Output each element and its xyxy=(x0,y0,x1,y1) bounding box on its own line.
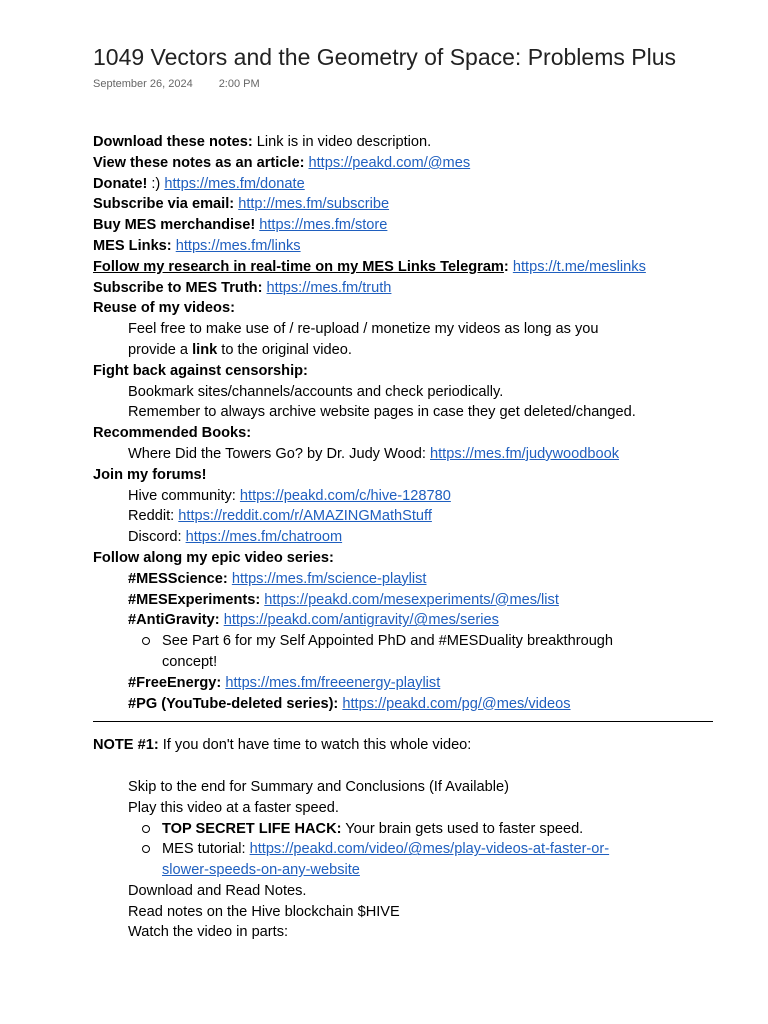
forums-heading xyxy=(93,465,723,486)
truth-line xyxy=(93,278,723,299)
series-experiments-line xyxy=(93,590,723,611)
books-heading xyxy=(93,423,723,444)
note1-hive: Read notes on the Hive blockchain $HIVE xyxy=(128,903,400,920)
article-line xyxy=(93,153,723,174)
antigravity-note-1: See Part 6 for my Self Appointed PhD and #MESDuality breakthrough xyxy=(162,633,614,650)
note1-parts: Watch the video in parts: xyxy=(128,924,289,941)
donate-text: :) xyxy=(147,175,165,192)
forum-reddit-link[interactable]: https://reddit.com/r/AMAZINGMathStuff xyxy=(178,508,432,525)
email-line xyxy=(93,194,723,215)
series-pg-line xyxy=(93,694,723,715)
series-freeenergy-line xyxy=(93,673,723,694)
forum-discord-link[interactable]: https://mes.fm/chatroom xyxy=(185,529,343,546)
note-time: 2:00 PM xyxy=(218,78,260,90)
download-label: Download these notes: xyxy=(93,134,253,150)
note1-hack-text: Your brain gets used to faster speed. xyxy=(341,820,584,837)
forum-hive-line xyxy=(93,486,723,507)
note1-download: Download and Read Notes. xyxy=(128,882,307,899)
email-label: Subscribe via email: xyxy=(93,196,235,213)
article-link[interactable]: https://peakd.com/@mes xyxy=(308,154,471,171)
bullet-circle-icon xyxy=(142,845,150,853)
books-text: Where Did the Towers Go? by Dr. Judy Wood: xyxy=(128,445,431,462)
reuse-heading-text: Reuse of my videos: xyxy=(93,300,235,317)
download-text: Link is in video description. xyxy=(252,134,432,150)
forum-discord-label: Discord: xyxy=(128,529,186,546)
blank-line xyxy=(93,756,723,777)
books-line xyxy=(93,444,723,465)
books-heading-text: Recommended Books: xyxy=(93,425,252,442)
note-meta xyxy=(93,78,260,90)
reuse-heading xyxy=(93,298,723,319)
note1-tutorial-line-2 xyxy=(93,860,723,881)
note1-text: If you don't have time to watch this whole video: xyxy=(158,737,472,754)
series-antigravity-line xyxy=(93,610,723,631)
merch-label: Buy MES merchandise! xyxy=(93,217,256,234)
reuse-line-2-pre: provide a xyxy=(128,341,193,358)
reuse-link-word: link xyxy=(192,341,218,358)
donate-link[interactable]: https://mes.fm/donate xyxy=(164,175,305,192)
series-heading xyxy=(93,548,723,569)
series-pg-label: #PG (YouTube-deleted series): xyxy=(128,695,339,712)
merch-link[interactable]: https://mes.fm/store xyxy=(259,217,388,234)
telegram-label: Follow my research in real-time on my MES Links Telegram xyxy=(93,258,504,275)
antigravity-note-line-2: concept! xyxy=(162,653,218,670)
censorship-line-2: Remember to always archive website pages in case they get deleted/changed. xyxy=(128,404,636,421)
note1-tutorial-link-cont[interactable]: slower-speeds-on-any-website xyxy=(162,862,360,879)
series-freeenergy-label: #FreeEnergy: xyxy=(128,674,222,691)
divider-line xyxy=(93,720,713,722)
note1-skip: Skip to the end for Summary and Conclusions (If Available) xyxy=(128,778,509,795)
telegram-colon: : xyxy=(503,258,509,275)
series-pg-link[interactable]: https://peakd.com/pg/@mes/videos xyxy=(342,695,571,712)
truth-link[interactable]: https://mes.fm/truth xyxy=(266,279,392,296)
note1-play: Play this video at a faster speed. xyxy=(128,799,339,816)
censorship-line-1: Bookmark sites/channels/accounts and check periodically. xyxy=(128,383,504,400)
note1-label: NOTE #1: xyxy=(93,737,159,754)
note1-tutorial-label: MES tutorial: xyxy=(162,841,250,858)
download-line xyxy=(93,132,723,153)
truth-label: Subscribe to MES Truth: xyxy=(93,279,263,296)
note1-tutorial-line xyxy=(93,839,723,860)
forum-hive-link[interactable]: https://peakd.com/c/hive-128780 xyxy=(239,487,451,504)
donate-label: Donate! xyxy=(93,175,148,192)
series-antigravity-label: #AntiGravity: xyxy=(128,612,220,629)
series-science-link[interactable]: https://mes.fm/science-playlist xyxy=(231,570,427,587)
series-experiments-label: #MESExperiments: xyxy=(128,591,261,608)
meslinks-label: MES Links: xyxy=(93,237,172,254)
forum-reddit-label: Reddit: xyxy=(128,508,179,525)
donate-line xyxy=(93,174,723,195)
reuse-line-1: Feel free to make use of / re-upload / monetize my videos as long as you xyxy=(128,321,599,338)
note1-line xyxy=(93,735,723,756)
books-link[interactable]: https://mes.fm/judywoodbook xyxy=(430,445,620,462)
series-science-label: #MESScience: xyxy=(128,570,228,587)
series-science-line xyxy=(93,569,723,590)
page-title: 1049 Vectors and the Geometry of Space: Problems Plus xyxy=(93,44,676,70)
telegram-link[interactable]: https://t.me/meslinks xyxy=(512,258,646,275)
forum-reddit-line xyxy=(93,506,723,527)
series-heading-text: Follow along my epic video series: xyxy=(93,549,334,566)
series-experiments-link[interactable]: https://peakd.com/mesexperiments/@mes/list xyxy=(264,591,559,608)
bullet-circle-icon xyxy=(142,637,150,645)
note1-tutorial-link[interactable]: https://peakd.com/video/@mes/play-videos-at-faster-or- xyxy=(249,841,610,858)
meslinks-link[interactable]: https://mes.fm/links xyxy=(175,237,301,254)
note-date: September 26, 2024 xyxy=(93,78,193,90)
note1-hack-label: TOP SECRET LIFE HACK: xyxy=(162,820,342,837)
note1-hack-line xyxy=(93,819,723,840)
reuse-line-2-post: to the original video. xyxy=(217,341,352,358)
antigravity-note-line-1 xyxy=(93,631,723,652)
forum-hive-label: Hive community: xyxy=(128,487,240,504)
telegram-line xyxy=(93,257,723,278)
forum-discord-line xyxy=(93,527,723,548)
forums-heading-text: Join my forums! xyxy=(93,466,207,483)
censorship-heading-text: Fight back against censorship: xyxy=(93,362,308,379)
meslinks-line xyxy=(93,236,723,257)
email-link[interactable]: http://mes.fm/subscribe xyxy=(238,196,390,213)
reuse-line-2 xyxy=(93,340,723,361)
series-antigravity-link[interactable]: https://peakd.com/antigravity/@mes/series xyxy=(223,612,499,629)
article-label: View these notes as an article: xyxy=(93,154,305,171)
merch-line xyxy=(93,215,723,236)
series-freeenergy-link[interactable]: https://mes.fm/freeenergy-playlist xyxy=(225,674,441,691)
note-body xyxy=(93,132,723,943)
censorship-heading xyxy=(93,361,723,382)
bullet-circle-icon xyxy=(142,825,150,833)
